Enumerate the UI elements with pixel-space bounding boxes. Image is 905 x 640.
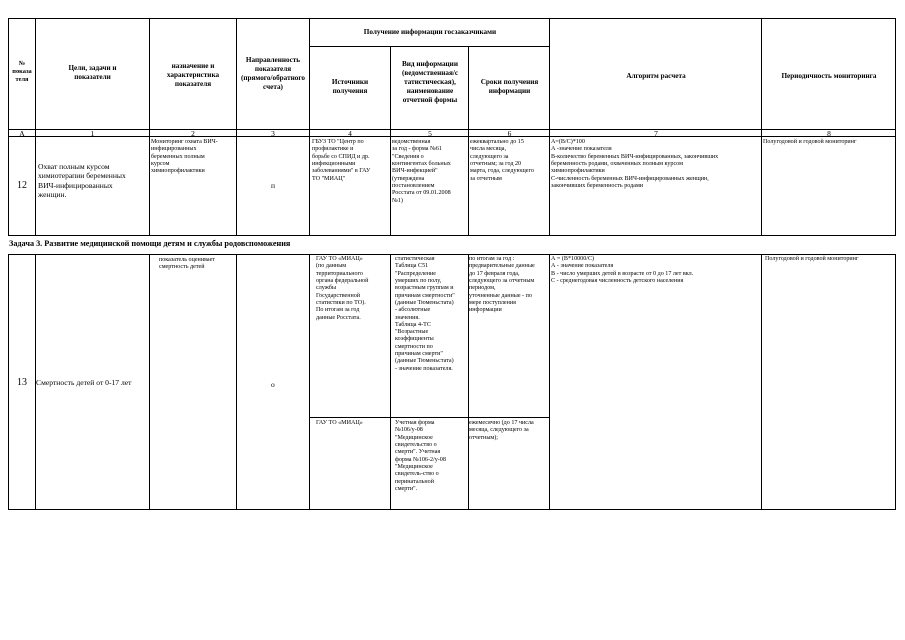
col-number-a: А <box>19 129 25 138</box>
header-direction: Направленность показателя (прямого/обратного счета) <box>240 56 306 91</box>
row13-direction: о <box>271 380 275 389</box>
section-title: Задача 3. Развитие медицинской помощи детям и службы родовспоможения <box>9 239 291 248</box>
grid-line <box>309 417 549 418</box>
grid-line <box>8 235 896 236</box>
row12-infotype: ведомственная за год - форма №61 "Сведения о контингентах больных ВИЧ-инфекцией" (утверждена постановлением Росстата от 09.01.2008 №1) <box>392 139 451 204</box>
header-infotype: Вид информации (ведомственная/с татистическая), наименование отчетной формы <box>401 60 459 104</box>
col-number-6: 6 <box>507 129 512 138</box>
row13-period: Полугодовой и годовой мониторинг <box>765 256 859 262</box>
header-goals: Цели, задачи и показатели <box>68 64 117 81</box>
row12-purpose: Мониторинг охвата ВИЧ- инфицированных беременных полным курсом химиопрофилактики <box>151 139 218 175</box>
row12-period: Полугодовой и годовой мониторинг <box>763 139 857 145</box>
row13-algorithm: А = (В*10000/С) А - значение показателя В - число умерших детей в возрасте от 0 до 17 лет вкл. С - среднегодовая численность детского населения <box>551 256 694 284</box>
row12-source: ГБУЗ ТО "Центр по профилактике и борьбе со СПИД и др. инфекционными заболеваниями" в ГАУ ТО "МИАЦ" <box>312 139 371 182</box>
grid-line <box>149 18 150 235</box>
row13-source-a: ГАУ ТО «МИАЦ» (по данным территориального органа федеральной службы Государственной статистики по ТО). По итогам за год данные Росстата. <box>316 256 369 321</box>
col-number-7: 7 <box>654 129 658 138</box>
row12-goal: Охват полным курсом химиотерапии беременных ВИЧ-инфицированных женщин. <box>38 162 126 200</box>
row13-source-b: ГАУ ТО «МИАЦ» <box>316 420 363 426</box>
row12-algorithm: А=(В/С)*100 А -значение показателя В-количество беременных ВИЧ-инфицированных, закончивших беременность родами, охваченных полным курсом химиопрофилактики С-численность беременных ВИЧ-инфицированных женщин, закончивших беременность родами <box>551 139 719 189</box>
row13-infotype-a: статистическая Таблица С51 "Распределение умерших по полу, возрастным группам и причинам смертности" (данные Тюменьстата) - абсолютные значения. Таблица 4-ТС "Возрастные коэффициенты смертности по причинам смерти" (данные Тюменьстата) - значение показателя. <box>395 256 455 372</box>
grid-line <box>8 254 896 255</box>
row13-deadline-a: по итогам за год : предварительные данные до 17 февраля года, следующего за отчетным периодом, уточненные данные - по мере поступления информации <box>469 256 535 314</box>
grid-line <box>761 18 762 235</box>
col-number-4: 4 <box>348 129 352 138</box>
row12-deadline: ежеквартально до 15 числа месяца, следующего за отчетным; за год 20 марта, года, следующего за отчетным <box>470 139 534 182</box>
grid-line <box>236 254 237 510</box>
grid-line <box>35 18 36 235</box>
row12-direction: п <box>271 181 276 190</box>
row13-purpose: показатель оценивает смертность детей <box>159 257 215 271</box>
row12-number: 12 <box>17 180 27 191</box>
header-info-group: Получение информации госзаказчиками <box>363 28 497 36</box>
grid-line <box>549 18 550 235</box>
col-number-5: 5 <box>428 129 432 138</box>
grid-line <box>309 46 549 47</box>
header-period: Периодичность мониторинга <box>781 72 877 80</box>
header-sources: Источники получения <box>331 78 369 95</box>
grid-line <box>149 254 150 510</box>
header-purpose: назначение и характеристика показателя <box>166 62 220 88</box>
grid-line <box>8 18 9 235</box>
grid-line <box>8 18 896 19</box>
grid-line <box>309 18 310 235</box>
col-number-1: 1 <box>90 129 95 138</box>
grid-line <box>8 254 9 510</box>
col-number-8: 8 <box>827 129 831 138</box>
header-number: № показа теля <box>12 60 32 83</box>
col-number-2: 2 <box>191 129 195 138</box>
grid-line <box>236 18 237 235</box>
row13-infotype-b: Учетная форма №106/у-08 "Медицинское свидетельство о смерти". Учетная форма №106-2/у-08 "Медицинское свидетель-ство о перинатальной смерти". <box>395 420 446 492</box>
row13-deadline-b: ежемесячно (до 17 числа месяца, следующего за отчетным); <box>469 420 534 441</box>
row13-goal: Смертность детей от 0-17 лет <box>36 378 132 387</box>
header-deadlines: Сроки получения информации <box>480 78 539 95</box>
grid-line <box>761 254 762 510</box>
grid-line <box>309 254 310 510</box>
header-algorithm: Алгоритм расчета <box>626 72 686 80</box>
grid-line <box>895 254 896 510</box>
grid-line <box>8 509 896 510</box>
row13-number: 13 <box>17 377 27 388</box>
col-number-3: 3 <box>271 129 275 138</box>
grid-line <box>895 18 896 235</box>
